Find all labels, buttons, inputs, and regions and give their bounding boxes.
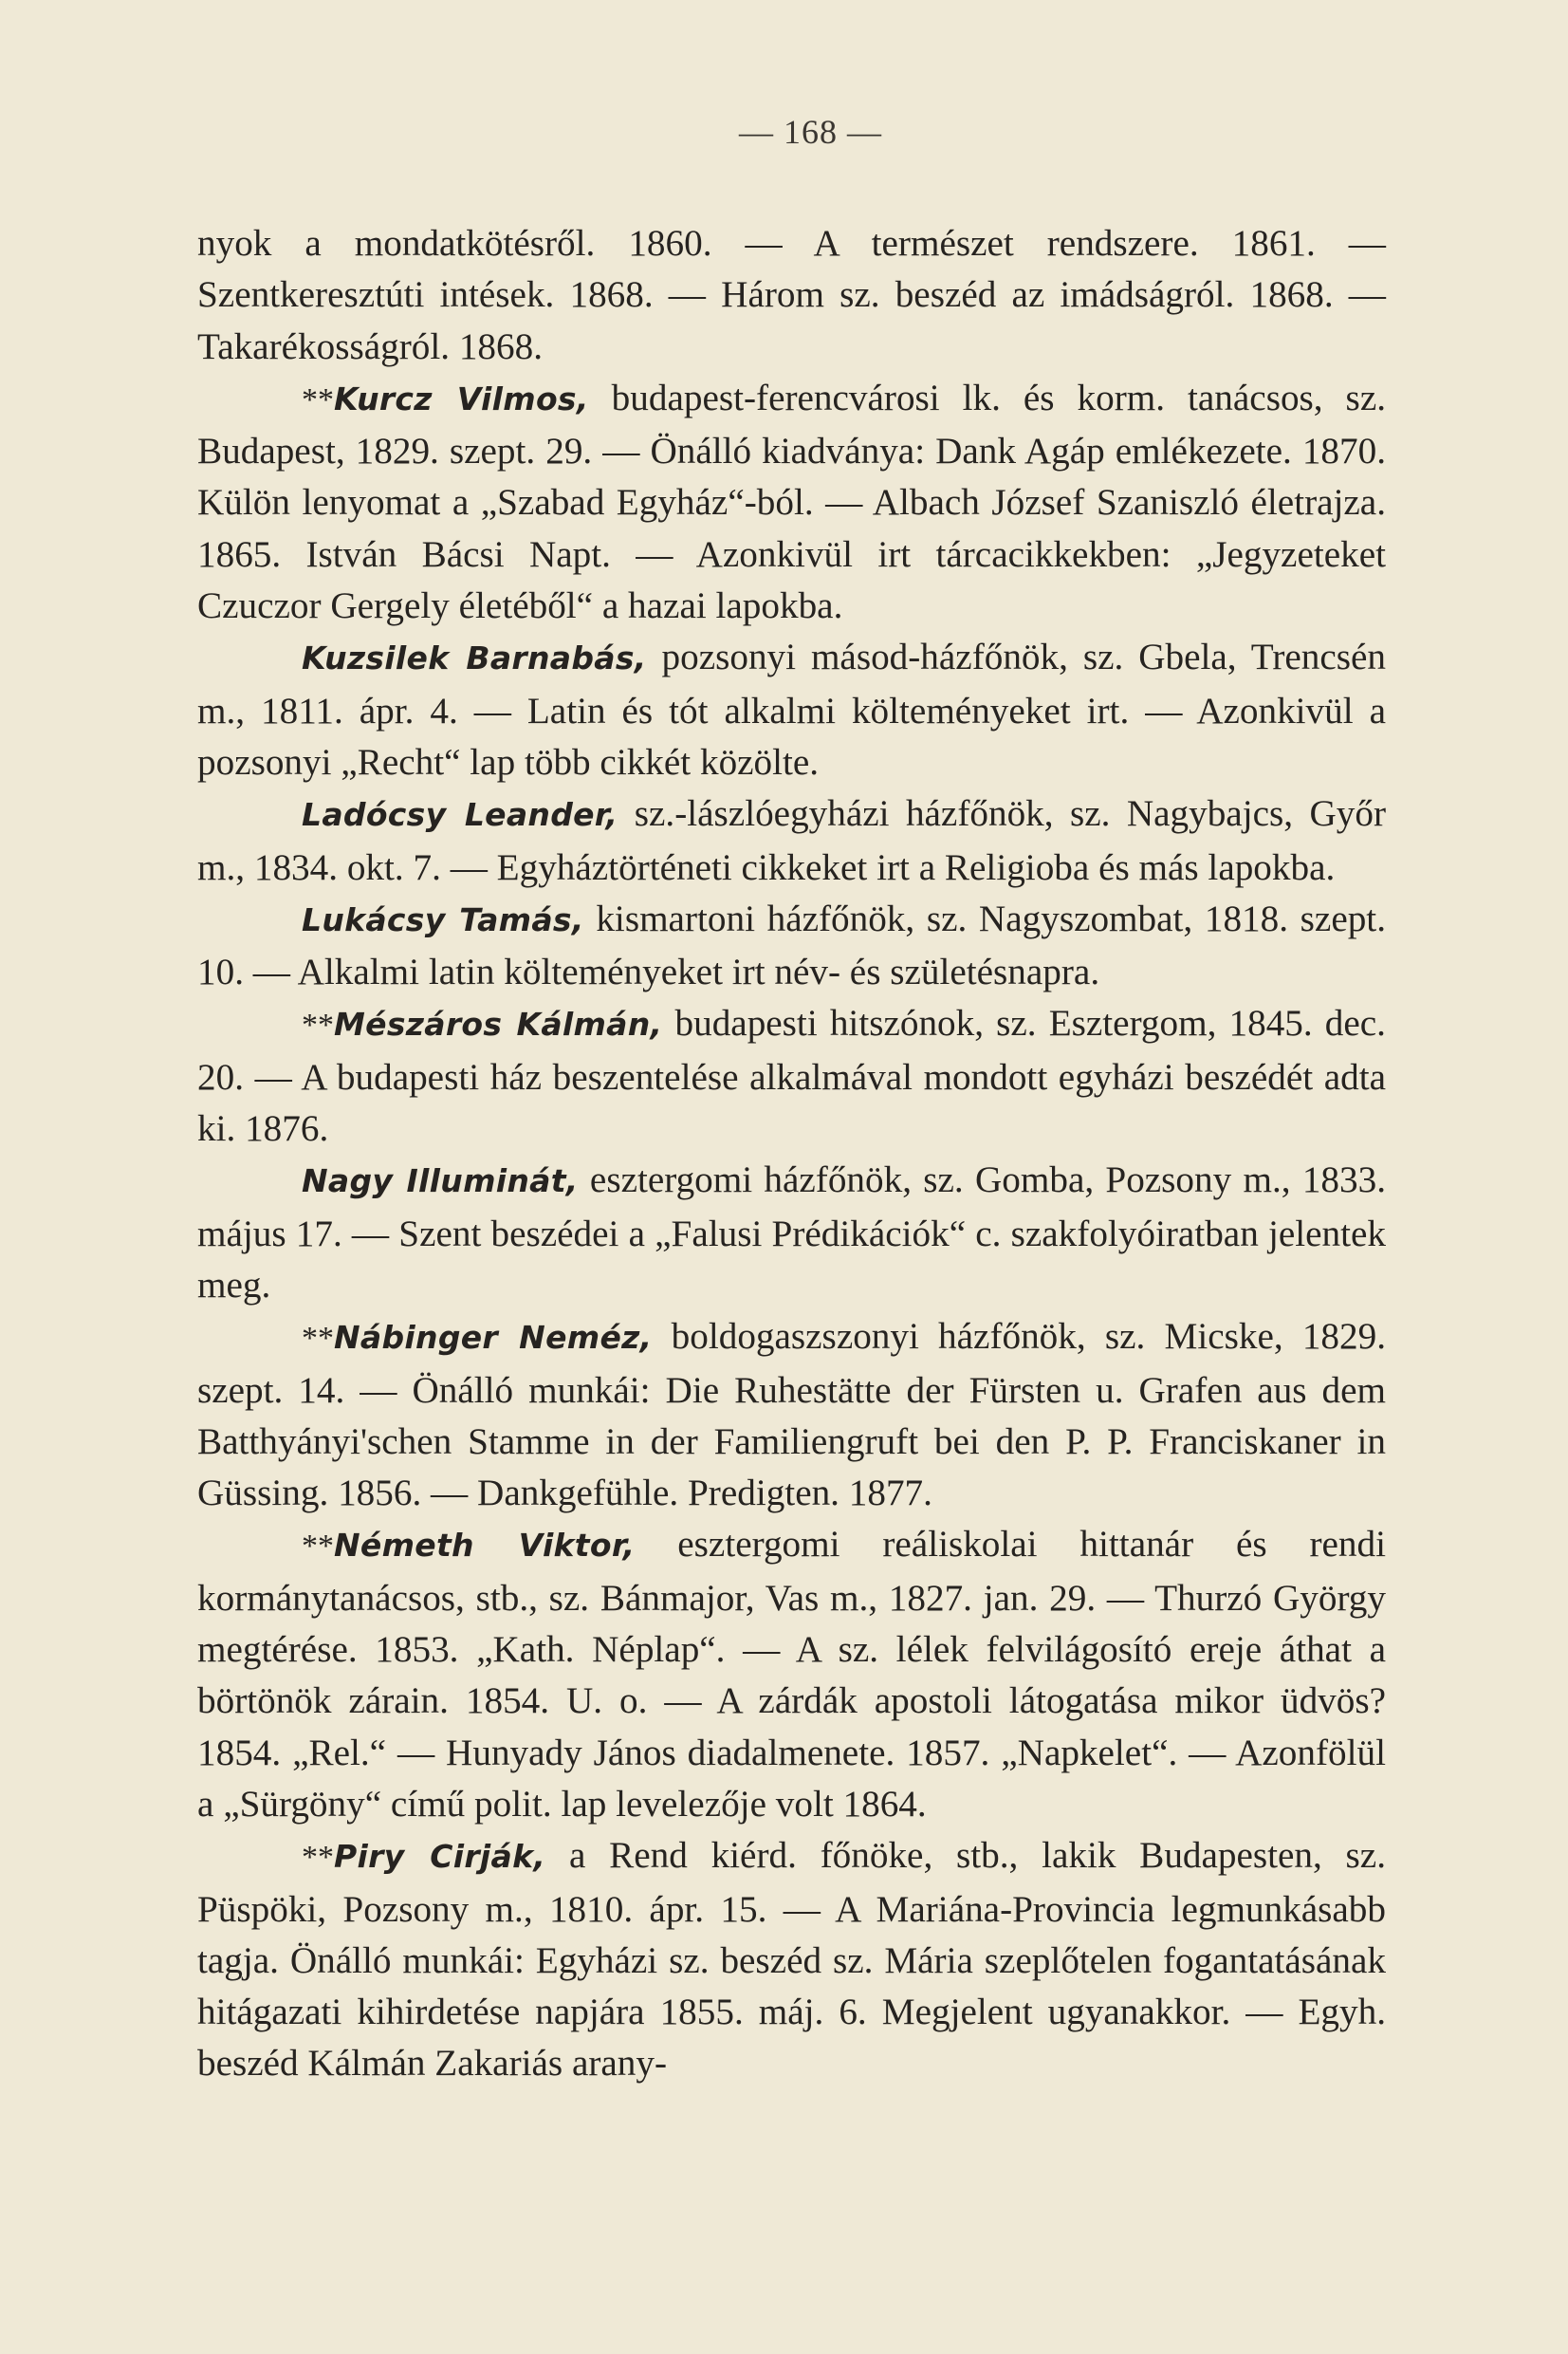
entry-name: Piry Cirják, — [334, 1838, 546, 1876]
entry-meszaros — [197, 998, 1386, 1155]
entry-nagy — [197, 1155, 1386, 1311]
entry-name: Nagy Illuminát, — [302, 1162, 579, 1200]
entry-name: Lukácsy Tamás, — [302, 900, 584, 938]
entry-text: sz.-lászlóegyházi házfőnök, sz. Nagybajcs, Győr m., 1834. okt. 7. — Egyháztörténeti cikkeket irt a Religioba és más lapokba. — [197, 793, 1386, 888]
entry-text: kismartoni házfőnök, sz. Nagyszombat, 1818. szept. 10. — Alkalmi latin költeményeket irt név- és születésnapra. — [197, 898, 1386, 993]
entry-text: esztergomi reáliskolai hittanár és rendi kormánytanácsos, stb., sz. Bánmajor, Vas m., 1827. jan. 29. — Thurzó György megtérése. 1853. „Kath. Néplap“. — A sz. lélek felvilágosító ereje áthat a börtönök zárain. 1854. U. o. — A zárdák apostoli látogatása mikor üdvös? 1854. „Rel.“ — Hunyady János diadalmenete. 1857. „Napkelet“. — Azonfölül a „Sürgöny“ című polit. lap levelezője volt 1864. — [197, 1524, 1386, 1825]
entry-name: Nábinger Neméz, — [334, 1319, 653, 1357]
entry-text: a Rend kiérd. főnöke, stb., lakik Budapesten, sz. Püspöki, Pozsony m., 1810. ápr. 15. — A Mariána-Provincia legmunkásabb tagja. Önálló munkái: Egyházi sz. beszéd sz. Mária szeplőtelen fogantatásának hitágazati kihirdetése napjára 1855. máj. 6. Megjelent ugyanakkor. — Egyh. beszéd Kálmán Zakariás arany- — [197, 1835, 1386, 2085]
entry-kurcz — [197, 373, 1386, 632]
entry-stars: ** — [302, 1840, 334, 1876]
page-number: — 168 — — [739, 113, 882, 151]
entry-stars: ** — [302, 1321, 334, 1357]
entry-name: Mészáros Kálmán, — [334, 1006, 663, 1044]
entry-name: Németh Viktor, — [334, 1527, 636, 1565]
entry-kuzsilek — [197, 632, 1386, 788]
entry-text: nyok a mondatkötésről. 1860. — A természet rendszere. 1861. — Szentkeresztúti intések. 1868. — Három sz. beszéd az imádságról. 1868. — Takarékosságról. 1868. — [197, 223, 1386, 367]
entry-nabinger — [197, 1311, 1386, 1519]
entry-lukacsy — [197, 894, 1386, 999]
entry-stars: ** — [302, 1008, 334, 1044]
entry-name: Kurcz Vilmos, — [334, 380, 589, 417]
entry-text: pozsonyi másod-házfőnök, sz. Gbela, Trencsén m., 1811. ápr. 4. — Latin és tót alkalmi költeményeket irt. — Azonkivül a pozsonyi „Recht“ lap több cikkét közölte. — [197, 637, 1386, 783]
entry-ladocsy — [197, 788, 1386, 894]
entry-stars: ** — [302, 381, 334, 417]
entry-nemeth — [197, 1519, 1386, 1830]
entry-text: esztergomi házfőnök, sz. Gomba, Pozsony m., 1833. május 17. — Szent beszédei a „Falusi Prédikációk“ c. szakfolyóiratban jelentek meg. — [197, 1159, 1386, 1306]
entry-name: Ladócsy Leander, — [302, 796, 618, 834]
entry-piry — [197, 1830, 1386, 2089]
entry-text: budapest-ferencvárosi lk. és korm. tanácsos, sz. Budapest, 1829. szept. 29. — Önálló kiadványa: Dank Agáp emlékezete. 1870. Külön lenyomat a „Szabad Egyház“-ból. — Albach József Szaniszló életrajza. 1865. István Bácsi Napt. — Azonkivül irt tárcacikkekben: „Jegyzeteket Czuczor Gergely életéből“ a hazai lapokba. — [197, 377, 1387, 627]
entry-stars: ** — [302, 1529, 334, 1565]
entry-continuation — [197, 218, 1386, 373]
entry-name: Kuzsilek Barnabás, — [302, 639, 647, 677]
entry-text: boldogaszszonyi házfőnök, sz. Micske, 1829. szept. 14. — Önálló munkái: Die Ruhestätte der Fürsten u. Grafen aus dem Batthyányi'schen Stamme in der Familiengruft bei den P. P. Franciskaner in Güssing. 1856. — Dankgefühle. Predigten. 1877. — [197, 1316, 1386, 1514]
entry-text: budapesti hitszónok, sz. Esztergom, 1845. dec. 20. — A budapesti ház beszentelése alkalmával mondott egyházi beszédét adta ki. 1876. — [197, 1003, 1386, 1150]
